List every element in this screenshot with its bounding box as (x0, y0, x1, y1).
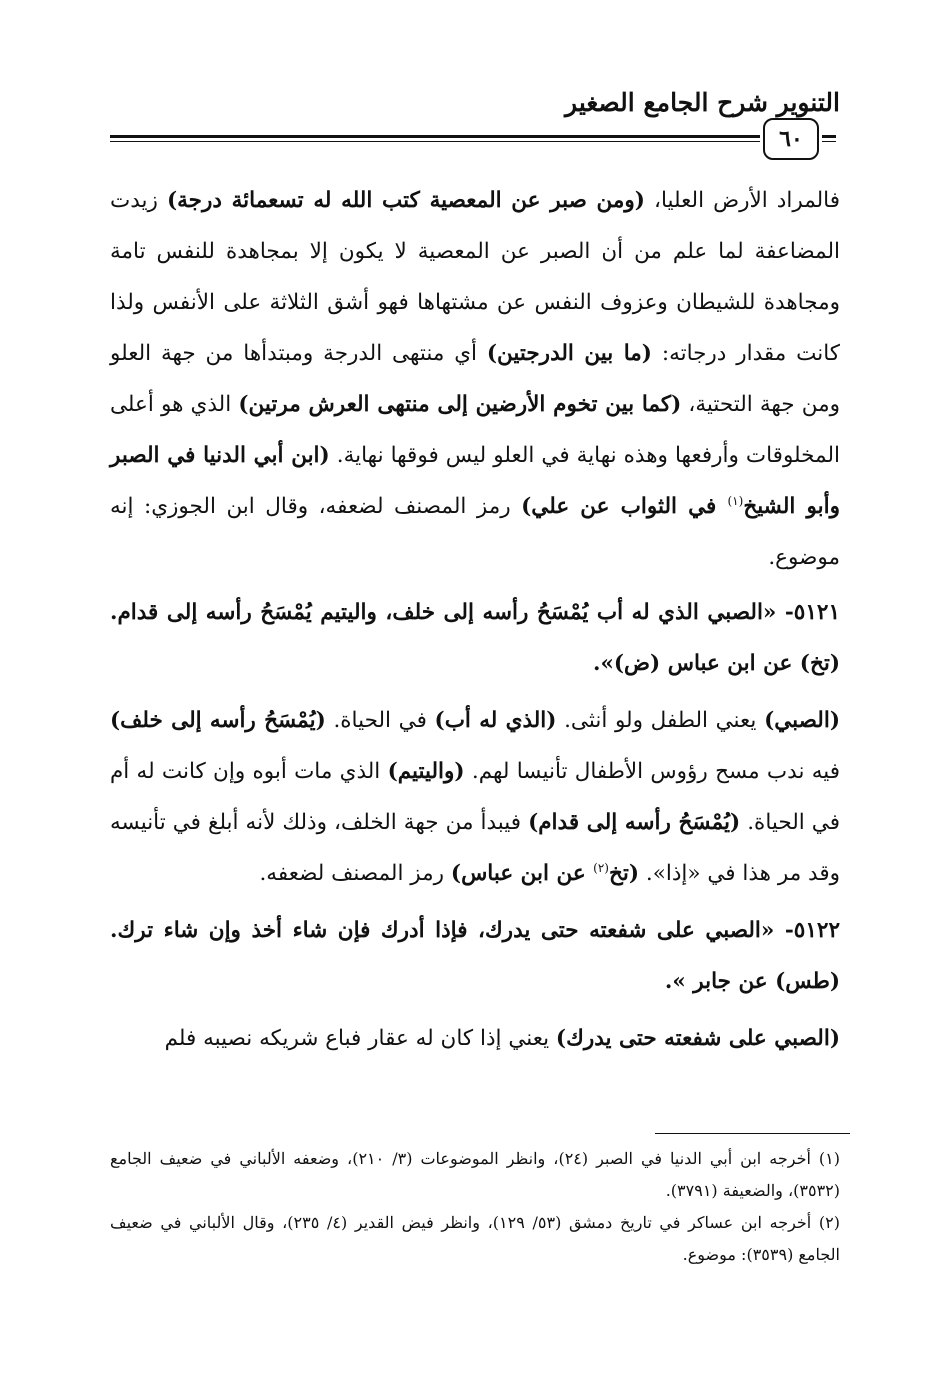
text-run: يعني إذا كان له عقار فباع شريكه نصيبه فلم (164, 1026, 556, 1051)
footnote-1: (١) أخرجه ابن أبي الدنيا في الصبر (٢٤)، وانظر الموضوعات (٣/ ٢١٠)، وضعفه الألباني في ضعيف الجامع (٣٥٣٢)، والضعيفة (٣٧٩١). (110, 1149, 841, 1200)
quoted-hadith-text: (ما بين الدرجتين) (486, 341, 652, 366)
text-run: رمز المصنف لضعفه، وقال ابن الجوزي: إنه موضوع. (110, 494, 840, 570)
commentary-paragraph (110, 175, 840, 583)
text-run: الذي مات أبوه وإن كانت له أم في الحياة. (110, 759, 840, 835)
text-run: أي منتهى الدرجة ومبتدأها من جهة العلو ومن جهة التحتية، (110, 341, 841, 417)
quoted-hadith-text: (ومن صبر عن المعصية كتب الله له تسعمائة درجة) (166, 188, 645, 213)
text-run: الذي هو أعلى المخلوقات وأرفعها وهذه نهاية في العلو ليس فوقها نهاية. (110, 392, 841, 468)
quoted-hadith-text: (كما بين تخوم الأرضين إلى منتهى العرش مرتين) (238, 392, 682, 417)
header-rule (822, 135, 836, 138)
text-run: فالمراد الأرض العليا، (644, 188, 841, 213)
quoted-hadith-text: (يُمْسَحُ رأسه إلى قدام) (528, 810, 741, 835)
header-rule (110, 135, 760, 138)
hadith-text: ٥١٢١- «الصبي الذي له أب يُمْسَحُ رأسه إلى خلف، واليتيم يُمْسَحُ رأسه إلى قدام. (تخ) عن ابن عباس (ض)». (110, 600, 840, 676)
main-text (110, 175, 840, 1064)
hadith-text: ٥١٢٢- «الصبي على شفعته حتى يدرك، فإذا أدرك فإن شاء أخذ وإن شاء ترك. (طس) عن جابر ». (110, 918, 840, 994)
page-number-text: ٦٠ (779, 126, 803, 152)
hadith-5122 (110, 905, 840, 1007)
commentary-paragraph (110, 1013, 840, 1064)
text-run: في الحياة. (325, 708, 435, 733)
footnote-2: (٢) أخرجه ابن عساكر في تاريخ دمشق (٥٣/ ١٢٩)، وانظر فيض القدير (٤/ ٢٣٥)، وقال الألباني في ضعيف الجامع (٣٥٣٩): موضوع. (110, 1213, 840, 1264)
source-citation: في الثواب عن علي) (521, 494, 728, 519)
footnote-marker: (٢) (593, 860, 609, 875)
text-run: فيه ندب مسح رؤوس الأطفال تأنيسا لهم. (464, 759, 840, 784)
text-run: زيدت المضاعفة لما علم من أن الصبر عن المعصية لا يكون إلا بمجاهدة للنفس تامة ومجاهدة للشيطان وعزوف النفس عن مشتهاها فهو أشق الثلاثة على الأنفس ولذا كانت مقدار درجاته: (110, 188, 840, 366)
quoted-hadith-text: (واليتيم) (387, 759, 465, 784)
text-run: رمز المصنف لضعفه. (259, 861, 451, 886)
quoted-hadith-text: (الصبي) (764, 708, 840, 733)
hadith-5121 (110, 587, 840, 689)
text-run: فيبدأ من جهة الخلف، وذلك لأنه أبلغ في تأنيسه وقد مر هذا في «إذا». (110, 810, 840, 886)
page-number (763, 118, 819, 160)
text-run: يعني الطفل ولو أنثى. (556, 708, 765, 733)
source-citation: عن ابن عباس) (450, 861, 594, 886)
source-citation: (ابن أبي الدنيا في الصبر وأبو الشيخ (110, 443, 840, 519)
header-rule (822, 141, 836, 142)
quoted-hadith-text: (الذي له أب) (434, 708, 557, 733)
commentary-paragraph (110, 695, 840, 899)
quoted-hadith-text: (يُمْسَحُ رأسه إلى خلف) (110, 708, 326, 733)
quoted-hadith-text: (الصبي على شفعته حتى يدرك) (555, 1026, 840, 1051)
running-title: التنوير شرح الجامع الصغير (565, 88, 840, 117)
header-rule (110, 141, 760, 142)
footnote-separator (655, 1133, 850, 1134)
source-citation: (تخ (608, 861, 640, 886)
footnotes (110, 1143, 840, 1271)
footnote-marker: (١) (727, 493, 744, 508)
